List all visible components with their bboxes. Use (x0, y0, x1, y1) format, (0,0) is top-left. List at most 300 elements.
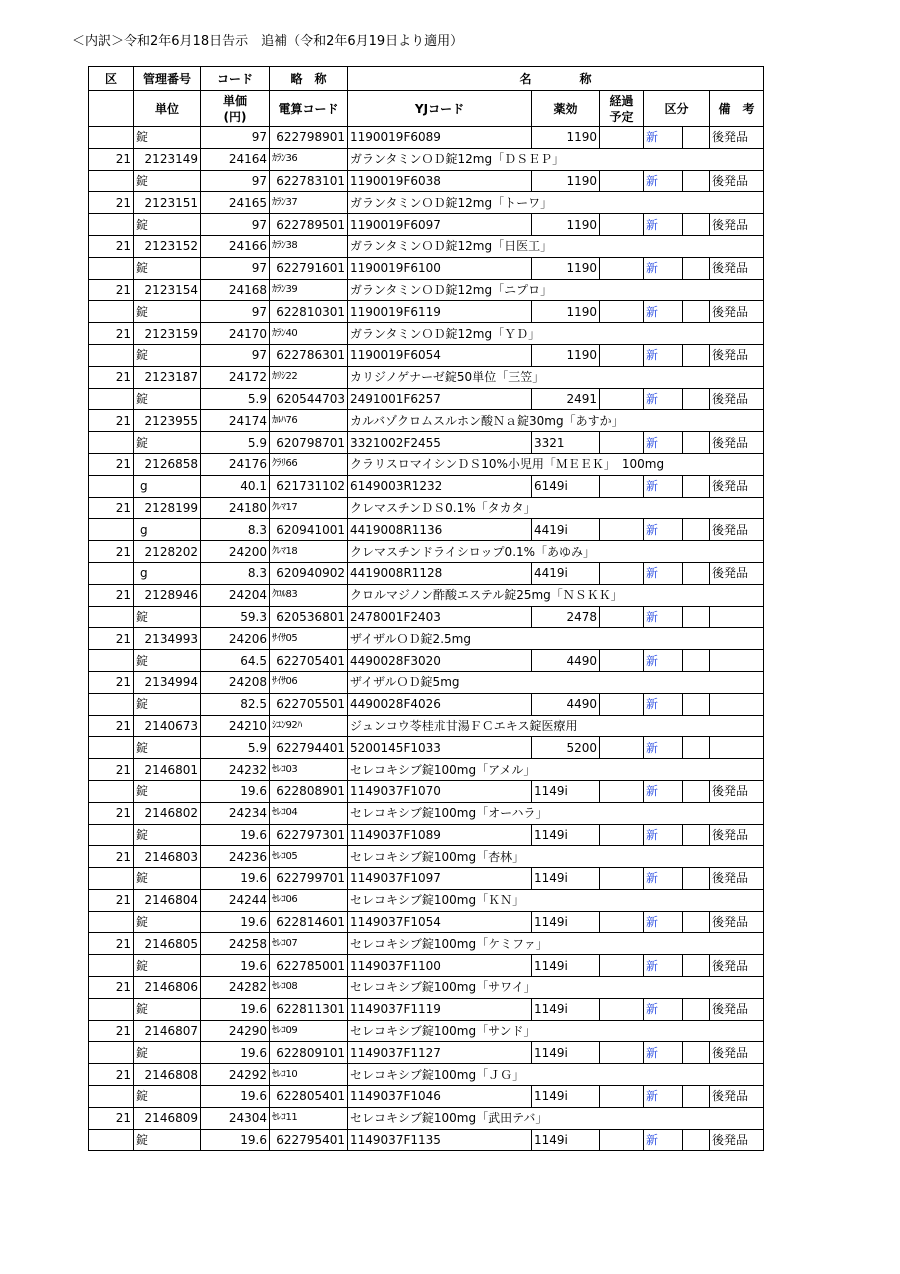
blank-cell (89, 257, 134, 279)
entry-detail-row (89, 824, 764, 846)
entry-detail-row (89, 780, 764, 802)
yakko-cell: 6149i (532, 475, 600, 497)
yakko-cell: 1149i (532, 998, 600, 1020)
kubun-cell: 新 (644, 519, 683, 541)
ku-cell: 21 (89, 410, 134, 432)
kubun-cell: 新 (644, 388, 683, 410)
entry-detail-row (89, 214, 764, 236)
ku-cell: 21 (89, 802, 134, 824)
kubun-cell: 新 (644, 475, 683, 497)
densan-cell: 622795401 (270, 1129, 348, 1151)
blank-cell (89, 693, 134, 715)
ryaku-cell: ｶﾗﾝ38 (270, 235, 348, 257)
entry-name-row (89, 977, 764, 999)
kubun-extra-cell (683, 998, 710, 1020)
unit-cell: g (134, 475, 201, 497)
ryaku-cell: ｻｲｻ06 (270, 671, 348, 693)
price-cell: 19.6 (201, 1129, 270, 1151)
unit-cell: 錠 (134, 911, 201, 933)
header-blank (89, 91, 134, 127)
code-cell: 24292 (201, 1064, 270, 1086)
biko-cell: 後発品 (710, 388, 764, 410)
unit-cell: 錠 (134, 344, 201, 366)
unit-cell: 錠 (134, 955, 201, 977)
kanri-cell: 2146803 (134, 846, 201, 868)
entry-name-row (89, 759, 764, 781)
header-biko: 備 考 (710, 91, 764, 127)
ku-cell: 21 (89, 192, 134, 214)
code-cell: 24176 (201, 453, 270, 475)
name-cell: ガランタミンＯＤ錠12mg「ＹＤ」 (348, 323, 764, 345)
name-cell: セレコキシブ錠100mg「オーハラ」 (348, 802, 764, 824)
entry-name-row (89, 453, 764, 475)
name-cell: ザイザルＯＤ錠5mg (348, 671, 764, 693)
densan-cell: 621731102 (270, 475, 348, 497)
name-cell: ガランタミンＯＤ錠12mg「トーワ」 (348, 192, 764, 214)
unit-cell: 錠 (134, 1086, 201, 1108)
densan-cell: 622705501 (270, 693, 348, 715)
densan-cell: 622814601 (270, 911, 348, 933)
blank-cell (89, 562, 134, 584)
keika-cell (600, 1042, 644, 1064)
code-cell: 24208 (201, 671, 270, 693)
blank-cell (89, 737, 134, 759)
blank-cell (89, 301, 134, 323)
biko-cell: 後発品 (710, 1086, 764, 1108)
kanri-cell: 2146809 (134, 1107, 201, 1129)
unit-cell: 錠 (134, 432, 201, 454)
entry-name-row (89, 148, 764, 170)
yj-cell: 1190019F6054 (348, 344, 532, 366)
header-kanri: 管理番号 (134, 67, 201, 91)
kubun-extra-cell (683, 606, 710, 628)
unit-cell: 錠 (134, 824, 201, 846)
name-cell: クレマスチンＤＳ0.1%「タカタ」 (348, 497, 764, 519)
entry-detail-row (89, 257, 764, 279)
unit-cell: 錠 (134, 1129, 201, 1151)
price-cell: 64.5 (201, 650, 270, 672)
yj-cell: 4419008R1136 (348, 519, 532, 541)
ku-cell: 21 (89, 1107, 134, 1129)
ryaku-cell: ｶﾗﾝ40 (270, 323, 348, 345)
ryaku-cell: ｶﾙﾊ76 (270, 410, 348, 432)
entry-detail-row (89, 170, 764, 192)
ku-cell: 21 (89, 235, 134, 257)
keika-cell (600, 344, 644, 366)
yj-cell: 1149037F1089 (348, 824, 532, 846)
code-cell: 24232 (201, 759, 270, 781)
yakko-cell: 2478 (532, 606, 600, 628)
kubun-extra-cell (683, 1129, 710, 1151)
biko-cell: 後発品 (710, 1129, 764, 1151)
keika-cell (600, 955, 644, 977)
kubun-extra-cell (683, 693, 710, 715)
kubun-cell: 新 (644, 868, 683, 890)
ku-cell: 21 (89, 584, 134, 606)
yj-cell: 1149037F1070 (348, 780, 532, 802)
kanri-cell: 2123187 (134, 366, 201, 388)
yakko-cell: 1190 (532, 127, 600, 149)
keika-cell (600, 257, 644, 279)
kanri-cell: 2123955 (134, 410, 201, 432)
kanri-cell: 2123149 (134, 148, 201, 170)
kanri-cell: 2126858 (134, 453, 201, 475)
entry-name-row (89, 802, 764, 824)
entry-detail-row (89, 519, 764, 541)
ryaku-cell: ｾﾚｺ11 (270, 1107, 348, 1129)
name-cell: ジュンコウ苓桂朮甘湯ＦＣエキス錠医療用 (348, 715, 764, 737)
keika-cell (600, 562, 644, 584)
unit-cell: 錠 (134, 737, 201, 759)
keika-cell (600, 650, 644, 672)
ryaku-cell: ｸﾛﾙ83 (270, 584, 348, 606)
kubun-extra-cell (683, 911, 710, 933)
code-cell: 24200 (201, 541, 270, 563)
ku-cell: 21 (89, 671, 134, 693)
name-cell: カリジノゲナーゼ錠50単位「三笠」 (348, 366, 764, 388)
price-cell: 97 (201, 127, 270, 149)
blank-cell (89, 432, 134, 454)
biko-cell: 後発品 (710, 911, 764, 933)
keika-cell (600, 606, 644, 628)
yakko-cell: 1149i (532, 1042, 600, 1064)
name-cell: ザイザルＯＤ錠2.5mg (348, 628, 764, 650)
ryaku-cell: ｾﾚｺ08 (270, 977, 348, 999)
densan-cell: 620940902 (270, 562, 348, 584)
yakko-cell: 1190 (532, 170, 600, 192)
densan-cell: 622798901 (270, 127, 348, 149)
kubun-cell: 新 (644, 955, 683, 977)
kubun-extra-cell (683, 868, 710, 890)
page-title: ＜内訳＞令和2年6月18日告示 追補（令和2年6月19日より適用） (72, 34, 464, 49)
name-cell: クロルマジノン酢酸エステル錠25mg「ＮＳＫＫ」 (348, 584, 764, 606)
keika-cell (600, 780, 644, 802)
biko-cell (710, 606, 764, 628)
biko-cell: 後発品 (710, 432, 764, 454)
price-cell: 19.6 (201, 998, 270, 1020)
code-cell: 24174 (201, 410, 270, 432)
kubun-cell: 新 (644, 127, 683, 149)
biko-cell: 後発品 (710, 257, 764, 279)
keika-cell (600, 998, 644, 1020)
kanri-cell: 2146808 (134, 1064, 201, 1086)
price-cell: 19.6 (201, 824, 270, 846)
yj-cell: 1149037F1054 (348, 911, 532, 933)
drug-table (88, 66, 764, 1151)
entry-name-row (89, 933, 764, 955)
biko-cell: 後発品 (710, 955, 764, 977)
yakko-cell: 1190 (532, 301, 600, 323)
blank-cell (89, 911, 134, 933)
kanri-cell: 2146801 (134, 759, 201, 781)
kubun-extra-cell (683, 214, 710, 236)
code-cell: 24234 (201, 802, 270, 824)
ryaku-cell: ｸﾗﾘ66 (270, 453, 348, 475)
name-cell: セレコキシブ錠100mg「サワイ」 (348, 977, 764, 999)
yj-cell: 1190019F6097 (348, 214, 532, 236)
kanri-cell: 2128946 (134, 584, 201, 606)
densan-cell: 620941001 (270, 519, 348, 541)
yj-cell: 2478001F2403 (348, 606, 532, 628)
entry-detail-row (89, 301, 764, 323)
entry-name-row (89, 497, 764, 519)
keika-cell (600, 868, 644, 890)
code-cell: 24172 (201, 366, 270, 388)
kubun-cell: 新 (644, 214, 683, 236)
keika-cell (600, 1086, 644, 1108)
kubun-extra-cell (683, 824, 710, 846)
kanri-cell: 2123159 (134, 323, 201, 345)
code-cell: 24170 (201, 323, 270, 345)
keika-cell (600, 127, 644, 149)
keika-cell (600, 301, 644, 323)
ryaku-cell: ｾﾚｺ10 (270, 1064, 348, 1086)
entry-name-row (89, 1064, 764, 1086)
price-cell: 97 (201, 344, 270, 366)
code-cell: 24210 (201, 715, 270, 737)
ku-cell: 21 (89, 497, 134, 519)
kanri-cell: 2146806 (134, 977, 201, 999)
header-ku: 区 (89, 67, 134, 91)
header-row-2 (89, 91, 764, 127)
kubun-cell: 新 (644, 344, 683, 366)
biko-cell: 後発品 (710, 344, 764, 366)
blank-cell (89, 214, 134, 236)
blank-cell (89, 1086, 134, 1108)
ku-cell: 21 (89, 148, 134, 170)
ryaku-cell: ｾﾚｺ06 (270, 889, 348, 911)
blank-cell (89, 519, 134, 541)
yj-cell: 1149037F1100 (348, 955, 532, 977)
ryaku-cell: ｶﾗﾝ39 (270, 279, 348, 301)
densan-cell: 622789501 (270, 214, 348, 236)
ryaku-cell: ｾﾚｺ07 (270, 933, 348, 955)
unit-cell: 錠 (134, 257, 201, 279)
ku-cell: 21 (89, 889, 134, 911)
entry-name-row (89, 628, 764, 650)
yakko-cell: 4490 (532, 650, 600, 672)
header-price (201, 91, 270, 127)
biko-cell (710, 650, 764, 672)
kubun-cell: 新 (644, 650, 683, 672)
yj-cell: 1149037F1097 (348, 868, 532, 890)
code-cell: 24168 (201, 279, 270, 301)
entry-detail-row (89, 998, 764, 1020)
yakko-cell: 1149i (532, 1086, 600, 1108)
ryaku-cell: ｶﾘｼ22 (270, 366, 348, 388)
price-cell: 97 (201, 301, 270, 323)
entry-name-row (89, 366, 764, 388)
unit-cell: 錠 (134, 388, 201, 410)
price-cell: 5.9 (201, 432, 270, 454)
kubun-cell: 新 (644, 1042, 683, 1064)
kubun-cell: 新 (644, 911, 683, 933)
entry-name-row (89, 323, 764, 345)
ryaku-cell: ｾﾚｺ04 (270, 802, 348, 824)
price-cell: 5.9 (201, 737, 270, 759)
entry-name-row (89, 1020, 764, 1042)
ku-cell: 21 (89, 715, 134, 737)
kubun-extra-cell (683, 955, 710, 977)
code-cell: 24244 (201, 889, 270, 911)
ryaku-cell: ｾﾚｺ09 (270, 1020, 348, 1042)
yakko-cell: 1190 (532, 257, 600, 279)
entry-name-row (89, 279, 764, 301)
keika-cell (600, 737, 644, 759)
densan-cell: 622799701 (270, 868, 348, 890)
name-cell: セレコキシブ錠100mg「ＫＮ」 (348, 889, 764, 911)
kubun-extra-cell (683, 170, 710, 192)
unit-cell: g (134, 519, 201, 541)
yj-cell: 5200145F1033 (348, 737, 532, 759)
keika-cell (600, 911, 644, 933)
yakko-cell: 1149i (532, 780, 600, 802)
name-cell: セレコキシブ錠100mg「アメル」 (348, 759, 764, 781)
kubun-extra-cell (683, 1042, 710, 1064)
entry-detail-row (89, 475, 764, 497)
header-kubun: 区分 (644, 91, 710, 127)
kubun-extra-cell (683, 650, 710, 672)
unit-cell: 錠 (134, 301, 201, 323)
yj-cell: 4419008R1128 (348, 562, 532, 584)
kubun-cell: 新 (644, 432, 683, 454)
blank-cell (89, 606, 134, 628)
blank-cell (89, 780, 134, 802)
header-densan: 電算コード (270, 91, 348, 127)
biko-cell: 後発品 (710, 170, 764, 192)
yj-cell: 1190019F6100 (348, 257, 532, 279)
blank-cell (89, 1129, 134, 1151)
kubun-cell: 新 (644, 562, 683, 584)
blank-cell (89, 650, 134, 672)
unit-cell: 錠 (134, 127, 201, 149)
yakko-cell: 4419i (532, 562, 600, 584)
densan-cell: 622785001 (270, 955, 348, 977)
unit-cell: 錠 (134, 170, 201, 192)
ku-cell: 21 (89, 1064, 134, 1086)
densan-cell: 622805401 (270, 1086, 348, 1108)
biko-cell: 後発品 (710, 127, 764, 149)
densan-cell: 622786301 (270, 344, 348, 366)
blank-cell (89, 475, 134, 497)
unit-cell: 錠 (134, 693, 201, 715)
header-keika (600, 91, 644, 127)
densan-cell: 620544703 (270, 388, 348, 410)
kubun-cell: 新 (644, 824, 683, 846)
name-cell: ガランタミンＯＤ錠12mg「日医工」 (348, 235, 764, 257)
biko-cell: 後発品 (710, 1042, 764, 1064)
ryaku-cell: ｶﾗﾝ36 (270, 148, 348, 170)
unit-cell: 錠 (134, 1042, 201, 1064)
densan-cell: 622794401 (270, 737, 348, 759)
entry-detail-row (89, 344, 764, 366)
kanri-cell: 2123154 (134, 279, 201, 301)
ryaku-cell: ｸﾚﾏ18 (270, 541, 348, 563)
ryaku-cell: ｶﾗﾝ37 (270, 192, 348, 214)
entry-name-row (89, 410, 764, 432)
name-cell: セレコキシブ錠100mg「サンド」 (348, 1020, 764, 1042)
entry-name-row (89, 192, 764, 214)
ku-cell: 21 (89, 933, 134, 955)
header-unit: 単位 (134, 91, 201, 127)
kanri-cell: 2134994 (134, 671, 201, 693)
keika-cell (600, 475, 644, 497)
kubun-extra-cell (683, 301, 710, 323)
price-cell: 19.6 (201, 911, 270, 933)
price-cell: 97 (201, 214, 270, 236)
yakko-cell: 4490 (532, 693, 600, 715)
ku-cell: 21 (89, 846, 134, 868)
kubun-cell: 新 (644, 1129, 683, 1151)
kubun-extra-cell (683, 127, 710, 149)
ryaku-cell: ｸﾚﾏ17 (270, 497, 348, 519)
ku-cell: 21 (89, 323, 134, 345)
code-cell: 24290 (201, 1020, 270, 1042)
ku-cell: 21 (89, 628, 134, 650)
entry-name-row (89, 671, 764, 693)
blank-cell (89, 388, 134, 410)
price-cell: 5.9 (201, 388, 270, 410)
name-cell: クラリスロマイシンＤＳ10%小児用「ＭＥＥＫ」 100mg (348, 453, 764, 475)
yj-cell: 1190019F6038 (348, 170, 532, 192)
kanri-cell: 2146802 (134, 802, 201, 824)
code-cell: 24206 (201, 628, 270, 650)
entry-detail-row (89, 432, 764, 454)
yakko-cell: 1190 (532, 214, 600, 236)
entry-detail-row (89, 1129, 764, 1151)
name-cell: セレコキシブ錠100mg「杏林」 (348, 846, 764, 868)
biko-cell: 後発品 (710, 519, 764, 541)
code-cell: 24258 (201, 933, 270, 955)
name-cell: ガランタミンＯＤ錠12mg「ニプロ」 (348, 279, 764, 301)
header-row-1 (89, 67, 764, 91)
yakko-cell: 1190 (532, 344, 600, 366)
ku-cell: 21 (89, 759, 134, 781)
unit-cell: 錠 (134, 606, 201, 628)
entry-name-row (89, 889, 764, 911)
ku-cell: 21 (89, 453, 134, 475)
unit-cell: 錠 (134, 214, 201, 236)
kubun-extra-cell (683, 344, 710, 366)
densan-cell: 622705401 (270, 650, 348, 672)
yakko-cell: 3321 (532, 432, 600, 454)
kanri-cell: 2140673 (134, 715, 201, 737)
name-cell: カルバゾクロムスルホン酸Ｎａ錠30mg「あすか」 (348, 410, 764, 432)
biko-cell: 後発品 (710, 868, 764, 890)
blank-cell (89, 344, 134, 366)
price-cell: 19.6 (201, 1086, 270, 1108)
name-cell: セレコキシブ錠100mg「ＪＧ」 (348, 1064, 764, 1086)
yj-cell: 4490028F4026 (348, 693, 532, 715)
kubun-cell: 新 (644, 780, 683, 802)
kanri-cell: 2146807 (134, 1020, 201, 1042)
kubun-cell: 新 (644, 301, 683, 323)
price-cell: 19.6 (201, 955, 270, 977)
densan-cell: 622810301 (270, 301, 348, 323)
keika-cell (600, 693, 644, 715)
biko-cell: 後発品 (710, 824, 764, 846)
kubun-cell: 新 (644, 1086, 683, 1108)
blank-cell (89, 1042, 134, 1064)
code-cell: 24282 (201, 977, 270, 999)
blank-cell (89, 824, 134, 846)
entry-detail-row (89, 388, 764, 410)
biko-cell: 後発品 (710, 998, 764, 1020)
entry-detail-row (89, 693, 764, 715)
price-cell: 97 (201, 170, 270, 192)
code-cell: 24180 (201, 497, 270, 519)
yakko-cell: 1149i (532, 868, 600, 890)
